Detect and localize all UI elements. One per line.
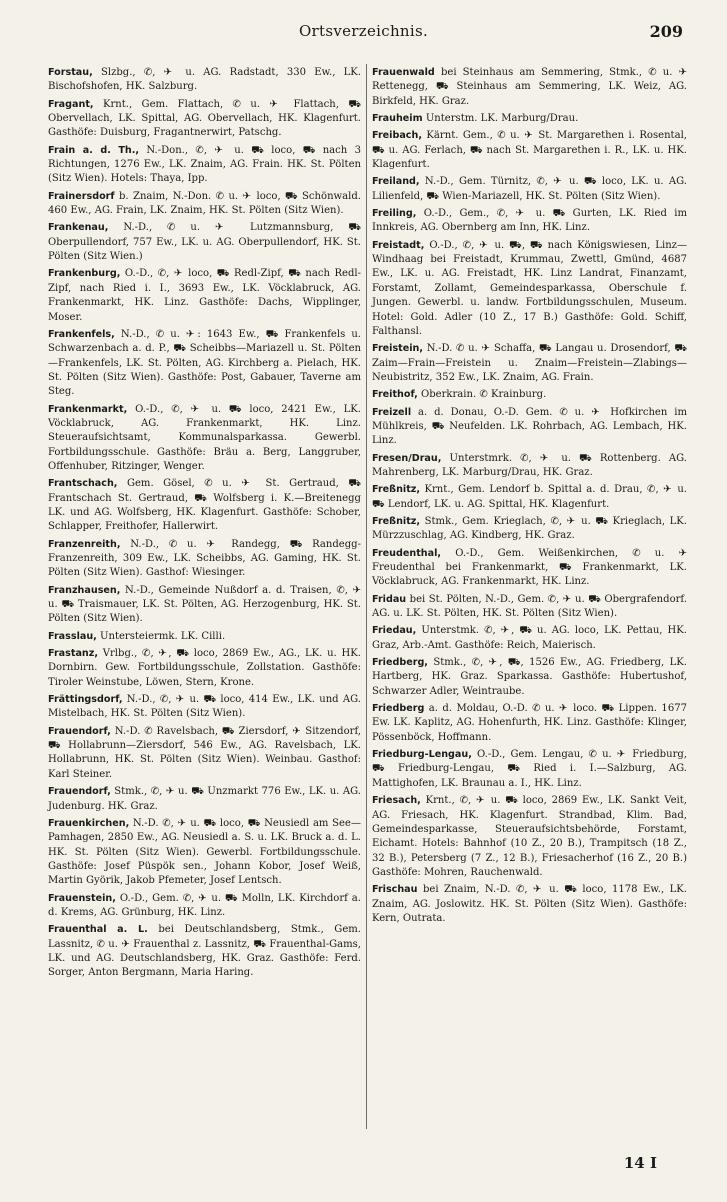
place-entry (372, 656, 687, 699)
place-name: Frankenmarkt, (48, 403, 128, 415)
place-name: Friesach, (372, 795, 421, 807)
place-name: Franzhausen, (48, 584, 121, 596)
place-name: Frauheim (372, 113, 423, 125)
place-name: Frankenfels, (48, 328, 115, 340)
place-name: Forstau, (48, 67, 93, 78)
page-number: 209 (649, 22, 683, 41)
place-name: Frischau (372, 884, 418, 896)
place-details: Stmk., ✆, ✈ u. ⛟ Unzmarkt 776 Ew., LK. u. AG. Judenburg. HK. Graz. (48, 786, 361, 812)
place-details: Stmk., ✆, ✈, ⛟, 1526 Ew., AG. Friedberg, LK. Hartberg, HK. Graz. Sparkassa. Gasthöfe: Hubertushof, Schwarzer Adler, Weintraube. (372, 657, 687, 697)
place-details: bei Znaim, N.-D. ✆, ✈ u. ⛟ loco, 1178 Ew., LK. Znaim, AG. Joslowitz. HK. St. Pölten (Sitz Wien). Gasthöfe: Kern, Outrata. (372, 884, 687, 924)
place-details: N.-D. ✆ u. ✈ Schaffa, ⛟ Langau u. Drosendorf, ⛟ Zaim—Frain—Freistein u. Znaim—Freistein—Zlabings—Neubistritz, 352 Ew., LK. Znaim, AG. Frain. (372, 343, 687, 383)
place-details: N.-D., ✆ u. ✈: 1643 Ew., ⛟ Frankenfels u. Schwarzenbach a. d. P., ⛟ Scheibbs—Mariazell u. St. Pölten—Frankenfels, LK. St. Pölten, AG. Kirchberg a. Pielach, HK. St. Pölten (Sitz Wien). Gasthöfe: Post, Gabauer, Taverne am Steg. (48, 328, 361, 398)
place-details: Unterstmrk. ✆, ✈ u. ⛟ Rottenberg. AG. Mahrenberg, LK. Marburg/Drau, HK. Graz. (372, 452, 687, 478)
place-entry (48, 785, 361, 814)
place-details: N.-D., Gem. Türnitz, ✆, ✈ u. ⛟ loco, LK. u. AG. Lilienfeld, ⛟ Wien-Mariazell, HK. St. Pölten (Sitz Wien). (372, 176, 687, 202)
place-entry (372, 342, 687, 385)
place-details: N.-Don., ✆, ✈ u. ⛟ loco, ⛟ nach 3 Richtungen, 1276 Ew., LK. Znaim, AG. Frain. HK. St. Pölten (Sitz Wien). Hotels: Thaya, Ipp. (48, 144, 361, 185)
place-details: O.-D., Gem., ✆, ✈ u. ⛟ Gurten, LK. Ried im Innkreis, AG. Obernberg am Inn, HK. Linz. (372, 208, 687, 234)
place-name: Frastanz, (48, 648, 98, 660)
place-details: Untersteiermk. LK. Cilli. (100, 630, 226, 642)
place-entry (372, 207, 687, 236)
place-entry (48, 892, 361, 921)
place-entry (48, 923, 361, 980)
place-entry (48, 328, 361, 400)
place-details: Krnt., ✆, ✈ u. ⛟ loco, 2869 Ew., LK. Sankt Veit, AG. Friesach, HK. Klagenfurt. Strandbad, Klim. Bad, Gemeindesparkasse, Steueraufsichtsbehörde, Forstamt, Eichamt. Hotels: Bahnhof (10 Z., 20 B.), Trampitsch (18 Z., 32 B.), Petersberg (7 Z., 12 B.), Friesacherhof (16 Z., 20 B.) Gasthöfe: Mohren, Rauchenwald. (372, 795, 687, 878)
place-details: a. d. Moldau, O.-D. ✆ u. ✈ loco. ⛟ Lippen. 1677 Ew. LK. Kaplitz, AG. Hohenfurth, HK. Linz. Gasthöfe: Klinger, Pössenböck, Hoffmann. (372, 703, 687, 743)
place-entry (372, 112, 687, 126)
place-details: Krnt., Gem. Lendorf b. Spittal a. d. Drau, ✆, ✈ u. ⛟ Lendorf, LK. u. AG. Spittal, HK. Klagenfurt. (372, 484, 687, 510)
place-entry (48, 817, 361, 889)
page-header (0, 22, 727, 46)
place-details: Vrlbg., ✆, ✈, ⛟ loco, 2869 Ew., AG., LK. u. HK. Dornbirn. Gew. Fortbildungsschule, Zollstation. Gasthöfe: Tiroler Weinstube, Löwen, Stern, Krone. (48, 648, 361, 688)
place-entry (48, 725, 361, 782)
place-entry (372, 452, 687, 481)
place-name: Freithof, (372, 389, 418, 401)
place-entry (372, 547, 687, 590)
place-name: Freistein, (372, 343, 424, 355)
place-entry (48, 693, 361, 722)
place-details: bei Steinhaus am Semmering, Stmk., ✆ u. ✈ Rettenegg, ⛟ Steinhaus am Semmering, LK. Weiz, AG. Birkfeld, HK. Graz. (372, 67, 687, 107)
place-details: N.-D., ✆ u. ✈ Randegg, ⛟ Randegg-Franzenreith, 309 Ew., LK. Scheibbs, AG. Gaming, HK. St. Pölten (Sitz Wien). Gasthof: Wiesinger. (48, 538, 362, 579)
place-name: Friedburg-Lengau, (372, 749, 472, 761)
place-name: Frauenthal a. L. (48, 924, 148, 936)
place-name: Fresen/Drau, (372, 452, 442, 464)
place-details: O.-D., ✆, ✈ loco, ⛟ Redl-Zipf, ⛟ nach Redl-Zipf, nach Ried i. I., 3693 Ew., LK. Vöcklabruck, AG. Frankenmarkt, HK. Linz. Gasthöfe: Dachs, Wipplinger, Moser. (48, 268, 361, 323)
place-entry (372, 129, 687, 172)
place-entry (372, 483, 687, 512)
place-details: bei St. Pölten, N.-D., Gem. ✆, ✈ u. ⛟ Obergrafendorf. AG. u. LK. St. Pölten, HK. St. Pölten (Sitz Wien). (372, 593, 687, 620)
place-entry (48, 538, 361, 581)
place-entry (48, 267, 361, 324)
place-entry (372, 66, 687, 109)
place-entry (372, 794, 687, 880)
place-details: N.-D., ✆ u. ✈ Lutzmannsburg, ⛟ Oberpullendorf, 757 Ew., LK. u. AG. Oberpullendorf, HK. St. Pölten (Sitz Wien.) (48, 222, 361, 263)
place-name: Frain a. d. Th., (48, 144, 140, 156)
place-details: b. Znaim, N.-Don. ✆ u. ✈ loco, ⛟ Schönwald. 460 Ew., AG. Frain, LK. Znaim, HK. St. Pölten (Sitz Wien). (48, 190, 361, 217)
place-name: Friedberg (372, 703, 425, 715)
place-name: Frauenkirchen, (48, 817, 130, 829)
place-entry (48, 66, 361, 95)
place-entry (48, 403, 361, 475)
right-column (372, 66, 687, 929)
place-entry (48, 98, 361, 141)
place-details: Stmk., Gem. Krieglach, ✆, ✈ u. ⛟ Krieglach, LK. Mürzzuschlag, AG. Kindberg, HK. Graz. (372, 515, 687, 542)
place-name: Frankenau, (48, 222, 109, 234)
place-name: Freßnitz, (372, 484, 421, 496)
place-entry (48, 584, 361, 627)
place-details: N.-D., ✆, ✈ u. ⛟ loco, 414 Ew., LK. und AG. Mistelbach, HK. St. Pölten (Sitz Wien). (48, 694, 361, 720)
column-divider (366, 64, 367, 1129)
place-entry (372, 406, 687, 449)
place-details: Unterstm. LK. Marburg/Drau. (425, 113, 579, 125)
place-details: Slzbg., ✆, ✈ u. AG. Radstadt, 330 Ew., LK. Bischofshofen, HK. Salzburg. (48, 67, 361, 93)
place-entry (372, 515, 687, 544)
place-entry (372, 883, 687, 926)
place-details: bei Deutschlandsberg, Stmk., Gem. Lassnitz, ✆ u. ✈ Frauenthal z. Lassnitz, ⛟ Frauenthal-Gams, LK. und AG. Deutschlandsberg, HK. Graz. Gasthöfe: Ferd. Sorger, Anton Bergmann, Maria Haring. (48, 924, 362, 979)
place-details: N.-D. ✆, ✈ u. ⛟ loco, ⛟ Neusiedl am See—Pamhagen, 2850 Ew., AG. Neusiedl a. S. u. LK. Bruck a. d. L. HK. St. Pölten (Sitz Wien). Gewerbl. Fortbildungsschule. Gasthöfe: Josef Püspök sen., Johann Kobor, Josef Weiß, Martin Györik, Jakob Pfemeter, Josef Lentsch. (48, 817, 361, 887)
place-details: O.-D., Gem. Weißenkirchen, ✆ u. ✈ Freudenthal bei Frankenmarkt, ⛟ Frankenmarkt, LK. Vöcklabruck, AG. Frankenmarkt, HK. Linz. (372, 547, 687, 588)
place-details: Gem. Gösel, ✆ u. ✈ St. Gertraud, ⛟ Frantschach St. Gertraud, ⛟ Wolfsberg i. K.—Breitenegg LK. und AG. Wolfsberg, HK. Klagenfurt. Gasthöfe: Schober, Schlapper, Freithofer, Hallerwirt. (48, 478, 361, 533)
place-entry (372, 593, 687, 622)
place-name: Frantschach, (48, 478, 118, 490)
place-name: Frauenwald (372, 67, 435, 78)
place-details: O.-D., Gem. Lengau, ✆ u. ✈ Friedburg, ⛟ Friedburg-Lengau, ⛟ Ried i. I.—Salzburg, AG. Mattighofen, LK. Braunau a. I., HK. Linz. (372, 749, 687, 789)
place-entry (48, 190, 361, 219)
place-details: N.-D. ✆ Ravelsbach, ⛟ Ziersdorf, ✈ Sitzendorf, ⛟ Hollabrunn—Ziersdorf, 546 Ew., AG. Ravelsbach, LK. Hollabrunn, HK. St. Pölten (Sitz Wien). Weinbau. Gasthof: Karl Steiner. (48, 725, 361, 780)
place-entry (48, 630, 361, 644)
place-details: N.-D., Gemeinde Nußdorf a. d. Traisen, ✆, ✈ u. ⛟ Traismauer, LK. St. Pölten, AG. Herzogenburg, HK. St. Pölten (Sitz Wien). (48, 584, 361, 625)
place-entry (48, 647, 361, 690)
place-entry (372, 702, 687, 745)
place-name: Friedau, (372, 625, 417, 637)
place-details: Kärnt. Gem., ✆ u. ✈ St. Margarethen i. Rosental, ⛟ u. AG. Ferlach, ⛟ nach St. Margarethen i. R., LK. u. HK. Klagenfurt. (372, 130, 687, 171)
place-name: Franzenreith, (48, 538, 121, 550)
place-details: a. d. Donau, O.-D. Gem. ✆ u. ✈ Hofkirchen im Mühlkreis, ⛟ Neufelden. LK. Rohrbach, AG. Lembach, HK. Linz. (372, 406, 687, 447)
place-name: Friedberg, (372, 657, 428, 669)
place-name: Freistadt, (372, 239, 425, 251)
place-name: Freizell (372, 406, 412, 418)
place-name: Frättingsdorf, (48, 694, 123, 706)
place-name: Frainersdorf (48, 190, 115, 202)
place-name: Freibach, (372, 130, 422, 142)
place-name: Freiland, (372, 176, 420, 188)
place-entry (372, 239, 687, 339)
place-entry (372, 388, 687, 402)
place-name: Freudenthal, (372, 547, 442, 559)
place-details: O.-D., Gem. ✆, ✈ u. ⛟ Molln, LK. Kirchdorf a. d. Krems, AG. Grünburg, HK. Linz. (48, 892, 361, 918)
place-entry (372, 175, 687, 204)
place-name: Frankenburg, (48, 268, 121, 280)
place-name: Fridau (372, 593, 407, 605)
place-name: Frasslau, (48, 630, 97, 642)
place-entry (48, 144, 361, 187)
place-name: Freiling, (372, 208, 417, 220)
place-name: Frauenstein, (48, 892, 116, 904)
place-name: Fragant, (48, 98, 94, 110)
place-entry (48, 477, 361, 534)
place-entry (372, 748, 687, 791)
place-name: Freßnitz, (372, 515, 421, 527)
left-column (48, 66, 361, 984)
place-entry (372, 624, 687, 653)
page-title: Ortsverzeichnis. (298, 22, 429, 40)
place-details: Oberkrain. ✆ Krainburg. (420, 389, 547, 401)
printer-signature: 14 I (623, 1154, 657, 1172)
place-details: O.-D., ✆, ✈ u. ⛟ loco, 2421 Ew., LK. Vöcklabruck, AG. Frankenmarkt, HK. Linz. Steueraufsichtsamt, Kommunalsparkassa. Gewerbl. Fortbildungsschule. Gasthöfe: Bräu a. Berg, Langgruber, Offenhuber, Ritzinger, Wenger. (48, 403, 361, 472)
place-entry (48, 221, 361, 264)
place-details: O.-D., ✆, ✈ u. ⛟, ⛟ nach Königswiesen, Linz—Windhaag bei Freistadt, Krummau, Zwettl, Gmünd, 4687 Ew., LK. u. AG. Freistadt, HK. Linz Landrat, Finanzamt, Forstamt, Zollamt, Gemeindesparkassa, Oberschule f. Jungen. Gewerbl. u. landw. Fortbildungsschulen, Museum. Hotel: Gold. Adler (10 Z., 17 B.) Gasthöfe: Gold. Schiff, Falthansl. (372, 239, 687, 337)
place-name: Frauendorf, (48, 725, 111, 737)
place-details: Unterstmk. ✆, ✈, ⛟ u. AG. loco, LK. Pettau, HK. Graz, Arb.-Amt. Gasthöfe: Reich, Maierisch. (372, 625, 687, 651)
place-name: Frauendorf, (48, 786, 111, 798)
place-details: Krnt., Gem. Flattach, ✆ u. ✈ Flattach, ⛟ Obervellach, LK. Spittal, AG. Obervellach, HK. Klagenfurt. Gasthöfe: Duisburg, Fragantnerwirt, Patschg. (48, 98, 362, 139)
